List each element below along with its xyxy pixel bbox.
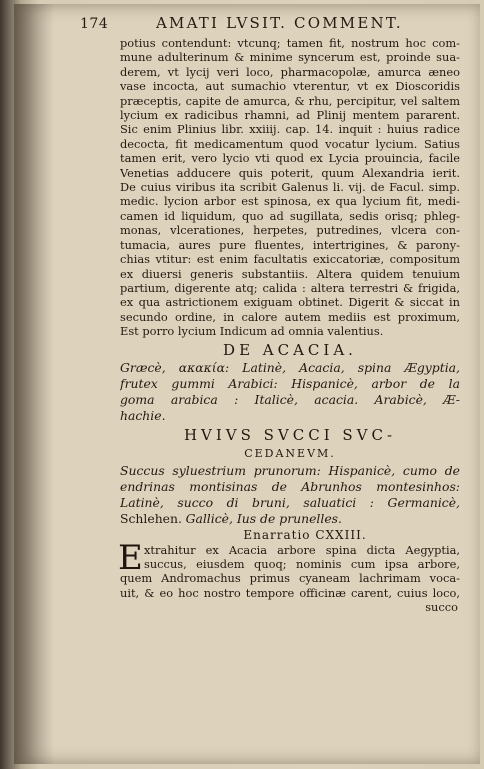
page-number: 174 — [80, 16, 109, 32]
text-line: ex qua astrictionem exiguam obtinet. Digerit & siccat in — [120, 295, 460, 310]
text-line: decocta, fit medicamentum quod vocatur lycium. Satius — [120, 136, 460, 151]
running-head: AMATI LVSIT. COMMENT. — [156, 14, 403, 32]
text-line: partium, digerente atq; calida : altera terrestri & frigida, — [120, 280, 460, 295]
succi-subheading: CEDANEVM. — [244, 446, 336, 460]
text-line: vase incocta, aut sumachio vterentur, vt ex Dioscoridis — [120, 79, 460, 94]
lycium-paragraph — [120, 36, 460, 339]
text-line: Est porro lycium Indicum ad omnia valentius. — [120, 324, 384, 339]
german-name: Schlehen. — [120, 510, 182, 526]
text-line: tamen erit, vero lycio vti quod ex Lycia prouincia, facile — [120, 151, 460, 166]
text-line: præceptis, capite de amurca, & rhu, percipitur, vel saltem — [120, 93, 460, 108]
acacia-names-block — [120, 360, 460, 424]
text-line: camen id liquidum, quo ad sugillata, sedis orisq; phleg- — [120, 208, 460, 223]
italic-line: frutex gummi Arabici: Hispanicè, arbor de la — [120, 375, 460, 391]
italic-line: endrinas montisinas de Abrunhos montesinhos: — [120, 478, 460, 494]
text-line: lycium ex radicibus rhamni, ad Plinij mentem pararent. — [120, 108, 460, 123]
acacia-heading: DE ACACIA. — [223, 340, 357, 359]
italic-line: Græcè, ακακία: Latinè, Acacia, spina Ægyptia, — [120, 359, 460, 375]
text-line: derem, vt lycij veri loco, pharmacopolæ, amurca æneo — [120, 64, 460, 79]
italic-line: Latinè, succo di bruni, saluatici : Germanicè, — [120, 494, 460, 510]
text-line: monas, vlcerationes, herpetes, putredines, vlcera con- — [120, 223, 460, 238]
text-line: mune adulterinum & minime syncerum est, proinde sua- — [120, 50, 460, 65]
text-line: tumacia, aures pure fluentes, intertrigines, & parony- — [120, 237, 460, 252]
text-line: chias vtitur: est enim facultatis exiccatoriæ, compositum — [120, 252, 460, 267]
text-line: Sic enim Plinius libr. xxiiij. cap. 14. inquit : huius radice — [120, 122, 460, 137]
mixed-line — [120, 511, 460, 527]
text-line: medic. lycion arbor est spinosa, ex qua lycium fit, medi- — [120, 194, 460, 209]
gallice-text: Gallicè, Ius de prunelles. — [185, 510, 342, 526]
book-page — [14, 4, 480, 764]
text-line: potius contendunt: vtcunq; tamen fit, nostrum hoc com- — [120, 36, 460, 50]
italic-line: Succus syluestrium prunorum: Hispanicè, cumo de — [120, 462, 460, 478]
text-line: Venetias adducere quis poterit, quum Alexandria ierit. — [120, 165, 460, 180]
italic-line: goma arabica : Italicè, acacia. Arabicè, Æ- — [120, 391, 460, 407]
page-gutter-shadow — [14, 4, 54, 764]
enarratio-label: Enarratio CXXIII. — [243, 527, 367, 542]
text-line: uit, & eo hoc nostro tempore officinæ carent, cuius loco, — [120, 585, 460, 600]
italic-line: hachie. — [120, 407, 166, 423]
enarratio-paragraph — [118, 537, 460, 615]
succi-heading: HVIVS SVCCI SVC- — [183, 425, 397, 444]
page-body — [120, 36, 460, 615]
page-header — [80, 14, 470, 36]
text-line: succus, eiusdem quoq; nominis cum ipsa arbore, — [144, 556, 460, 571]
succedaneum-block — [120, 463, 460, 527]
text-line: secundo ordine, in calore autem mediis est proximum, — [120, 309, 460, 324]
catchword: succo — [425, 600, 458, 615]
text-line: ex diuersi generis substantiis. Altera quidem tenuium — [120, 266, 460, 281]
text-line: quem Andromachus primus cyaneam lachrimam voca- — [120, 571, 460, 586]
drop-cap: E — [118, 537, 143, 578]
text-line: De cuius viribus ita scribit Galenus li. vij. de Facul. simp. — [120, 180, 460, 195]
text-line: xtrahitur ex Acacia arbore spina dicta Aegyptia, — [144, 542, 460, 557]
